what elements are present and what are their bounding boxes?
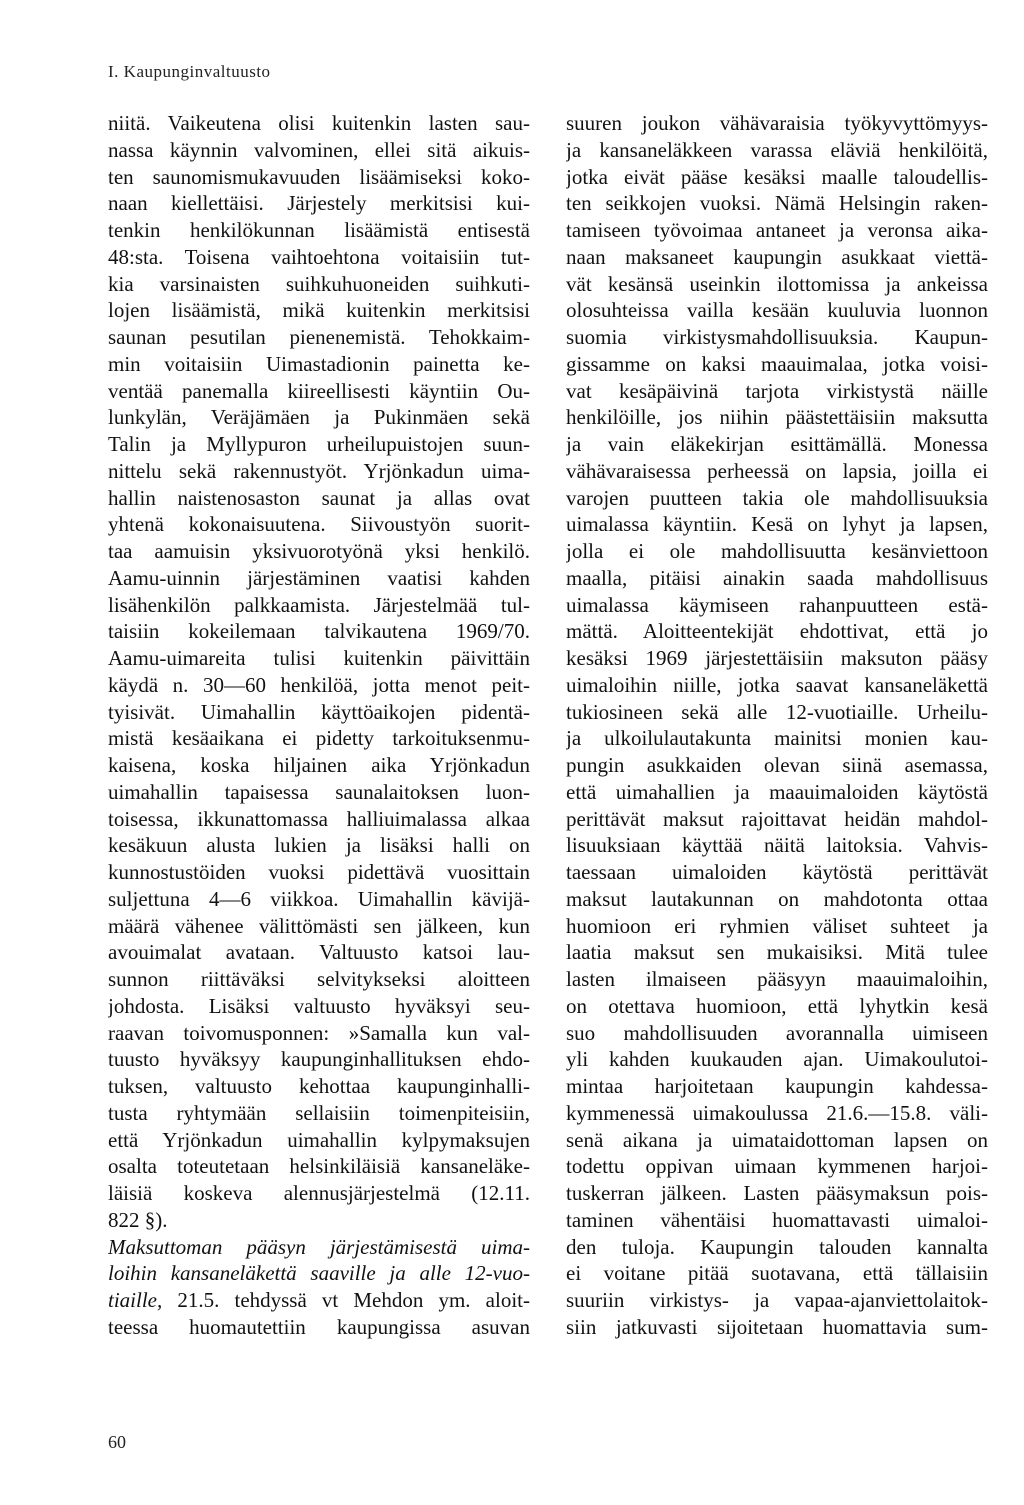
text-line: uimalassa käyntiin. Kesä on lyhyt ja lapsen, bbox=[566, 512, 988, 537]
text-line: yhtenä kokonaisuutena. Siivoustyön suorit- bbox=[108, 512, 530, 537]
text-line: min voitaisiin Uimastadionin painetta ke- bbox=[108, 351, 530, 376]
text-line: suljettuna 4—6 viikkoa. Uimahallin kävijä- bbox=[108, 886, 530, 911]
text-line: vähävaraisessa perheessä on lapsia, joilla ei bbox=[566, 458, 988, 483]
text-line: että Yrjönkadun uimahallin kylpymaksujen bbox=[108, 1127, 530, 1152]
text-line: kunnostustöiden vuoksi pidettävä vuosittain bbox=[108, 860, 530, 884]
text-line: naan maksaneet kaupungin asukkaat viettä- bbox=[566, 244, 988, 269]
text-line: mistä kesäaikana ei pidetty tarkoituksenmu- bbox=[108, 726, 530, 751]
text-line: ten seikkojen vuoksi. Nämä Helsingin raken- bbox=[566, 191, 988, 216]
text-line: että uimahallien ja maauimaloiden käytöstä bbox=[566, 779, 988, 804]
text-line: Aamu-uimareita tulisi kuitenkin päivittäin bbox=[108, 646, 530, 670]
text-line: vät kesänsä useinkin ilottomissa ja ankeissa bbox=[566, 271, 988, 296]
text-line: hallin naistenosaston saunat ja allas ovat bbox=[108, 485, 530, 510]
text-line: läisiä koskeva alennusjärjestelmä (12.11. bbox=[108, 1181, 530, 1205]
heading-continuation-text: 21.5. tehdyssä vt Mehdon ym. aloit- bbox=[162, 1288, 530, 1312]
text-line: uimahallin tapaisessa saunalaitoksen luon- bbox=[108, 779, 530, 804]
text-line: tuusto hyväksyy kaupunginhallituksen ehdo- bbox=[108, 1047, 530, 1072]
text-line: varojen puutteen takia ole mahdollisuuksia bbox=[566, 485, 988, 510]
text-line: olosuhteissa vailla kesään kuuluvia luonnon bbox=[566, 298, 988, 323]
text-line: laatia maksut sen mukaisiksi. Mitä tulee bbox=[566, 940, 988, 965]
text-line: tenkin henkilökunnan lisäämistä entisestä bbox=[108, 218, 530, 242]
text-line: lojen lisäämistä, mikä kuitenkin merkitsisi bbox=[108, 298, 530, 323]
text-line: pungin asukkaiden olevan siinä asemassa, bbox=[566, 753, 988, 777]
text-line: ten saunomismukavuuden lisäämiseksi koko- bbox=[108, 164, 530, 189]
text-line: ventää panemalla kiireellisesti käyntiin Ou- bbox=[108, 378, 530, 403]
text-line: kaisena, koska hiljainen aika Yrjönkadun bbox=[108, 753, 530, 777]
page-number: 60 bbox=[108, 1432, 126, 1452]
text-line: taisiin kokeilemaan talvikautena 1969/70. bbox=[108, 619, 530, 644]
text-line: nassa käynnin valvominen, ellei sitä aikuis- bbox=[108, 137, 530, 162]
text-line: johdosta. Lisäksi valtuusto hyväksyi seu- bbox=[108, 993, 530, 1018]
text-line: huomioon eri ryhmien väliset suhteet ja bbox=[566, 913, 988, 938]
text-line: 822 §). bbox=[108, 1207, 168, 1232]
text-line: ei voitane pitää suotavana, että tällaisiin bbox=[566, 1261, 988, 1286]
section-heading-line bbox=[108, 1260, 530, 1287]
text-line: teessa huomautettiin kaupungissa asuvan bbox=[108, 1314, 530, 1339]
text-line: tusta ryhtymään sellaisiin toimenpiteisiin, bbox=[108, 1100, 530, 1125]
text-line: senä aikana ja uimataidottoman lapsen on bbox=[566, 1127, 988, 1152]
text-line: suuren joukon vähävaraisia työkyvyttömyys- bbox=[566, 111, 988, 135]
text-line: osalta toteutetaan helsinkiläisiä kansaneläke- bbox=[108, 1154, 530, 1179]
text-line: lunkylän, Veräjämäen ja Pukinmäen sekä bbox=[108, 405, 530, 430]
text-line: tukiosineen sekä alle 12-vuotiaille. Urheilu- bbox=[566, 699, 988, 724]
italic-heading-text: loihin kansaneläkettä saaville ja alle 12-vuo- bbox=[108, 1261, 530, 1286]
right-column bbox=[566, 110, 988, 1341]
text-line: lisähenkilön palkkaamista. Järjestelmää tul- bbox=[108, 592, 530, 617]
text-line: käydä n. 30—60 henkilöä, jotta menot peit- bbox=[108, 672, 530, 697]
text-line: jotka eivät pääse kesäksi maalle taloudellis- bbox=[566, 164, 988, 189]
italic-heading-text: Maksuttoman pääsyn järjestämisestä uima- bbox=[108, 1234, 530, 1259]
text-line: saunan pesutilan pienenemistä. Tehokkaim- bbox=[108, 325, 530, 349]
text-line: taminen vähentäisi huomattavasti uimaloi- bbox=[566, 1207, 988, 1232]
text-line: tuksen, valtuusto kehottaa kaupunginhalli- bbox=[108, 1074, 530, 1098]
text-line: taa aamuisin yksivuorotyönä yksi henkilö. bbox=[108, 539, 530, 563]
text-line: taessaan uimaloiden käytöstä perittävät bbox=[566, 860, 988, 884]
text-line: maksut lautakunnan on mahdotonta ottaa bbox=[566, 886, 988, 911]
text-line: uimaloihin niille, jotka saavat kansaneläkettä bbox=[566, 672, 988, 697]
text-line: lasten ilmaiseen pääsyyn maauimaloihin, bbox=[566, 967, 988, 991]
text-line: suuriin virkistys- ja vapaa-ajanviettolaitok- bbox=[566, 1288, 988, 1312]
text-line: 48:sta. Toisena vaihtoehtona voitaisiin tut- bbox=[108, 244, 530, 269]
text-line: naan kiellettäisi. Järjestely merkitsisi kui- bbox=[108, 191, 530, 216]
text-line: maalla, pitäisi ainakin saada mahdollisuus bbox=[566, 565, 988, 590]
text-line: avouimalat avataan. Valtuusto katsoi lau- bbox=[108, 940, 530, 965]
text-line: suo mahdollisuuden avorannalla uimiseen bbox=[566, 1020, 988, 1045]
text-line: uimalassa käymiseen rahanpuutteen estä- bbox=[566, 592, 988, 617]
text-line: den tuloja. Kaupungin talouden kannalta bbox=[566, 1234, 988, 1259]
text-line: tamiseen työvoimaa antaneet ja veronsa aika- bbox=[566, 218, 988, 242]
text-line: ja vain eläkekirjan esittämällä. Monessa bbox=[566, 432, 988, 456]
text-line: kesäkuun alusta lukien ja lisäksi halli on bbox=[108, 833, 530, 858]
text-line: on otettava huomioon, että lyhytkin kesä bbox=[566, 993, 988, 1018]
text-line: kia varsinaisten suihkuhuoneiden suihkuti- bbox=[108, 271, 530, 296]
text-line: mintaa harjoitetaan kaupungin kahdessa- bbox=[566, 1074, 988, 1098]
text-line: määrä vähenee välittömästi sen jälkeen, kun bbox=[108, 913, 530, 938]
text-line: tuskerran jälkeen. Lasten pääsymaksun pois- bbox=[566, 1181, 988, 1205]
text-line: perittävät maksut rajoittavat heidän mahdol- bbox=[566, 806, 988, 831]
text-line: todettu oppivan uimaan kymmenen harjoi- bbox=[566, 1154, 988, 1179]
text-line: Aamu-uinnin järjestäminen vaatisi kahden bbox=[108, 565, 530, 590]
text-line: henkilöille, jos niihin päästettäisiin maksutta bbox=[566, 405, 988, 430]
text-line: lisuuksiaan käyttää näitä laitoksia. Vahvis- bbox=[566, 833, 988, 858]
running-head: I. Kaupunginvaltuusto bbox=[108, 62, 271, 81]
text-line: gissamme on kaksi maauimalaa, jotka voisi- bbox=[566, 351, 988, 376]
section-heading-line bbox=[108, 1234, 530, 1261]
text-line: raavan toivomusponnen: »Samalla kun val- bbox=[108, 1020, 530, 1045]
text-line: jolla ei ole mahdollisuutta kesänviettoon bbox=[566, 539, 988, 563]
text-line: Talin ja Myllypuron urheilupuistojen suun- bbox=[108, 432, 530, 456]
text-line: kesäksi 1969 järjestettäisiin maksuton pääsy bbox=[566, 646, 988, 670]
section-heading-line bbox=[108, 1287, 530, 1314]
text-line: nittelu sekä rakennustyöt. Yrjönkadun uima- bbox=[108, 458, 530, 483]
text-line: toisessa, ikkunattomassa halliuimalassa alkaa bbox=[108, 806, 530, 831]
text-line: vat kesäpäivinä tarjota virkistystä näille bbox=[566, 378, 988, 403]
text-line: yli kahden kuukauden ajan. Uimakoulutoi- bbox=[566, 1047, 988, 1072]
text-line: niitä. Vaikeutena olisi kuitenkin lasten sau- bbox=[108, 111, 530, 135]
text-line: ja kansaneläkkeen varassa eläviä henkilöitä, bbox=[566, 137, 988, 162]
text-line: mättä. Aloitteentekijät ehdottivat, että jo bbox=[566, 619, 988, 644]
text-line: kymmenessä uimakoulussa 21.6.—15.8. väli- bbox=[566, 1100, 988, 1125]
text-line: ja ulkoilulautakunta mainitsi monien kau- bbox=[566, 726, 988, 751]
text-line: sunnon riittäväksi selvitykseksi aloitteen bbox=[108, 967, 530, 991]
text-line: suomia virkistysmahdollisuuksia. Kaupun- bbox=[566, 325, 988, 349]
text-line: tyisivät. Uimahallin käyttöaikojen pidentä- bbox=[108, 699, 530, 724]
text-line: siin jatkuvasti sijoitetaan huomattavia sum- bbox=[566, 1314, 988, 1339]
left-column bbox=[108, 110, 530, 1341]
italic-heading-text: tiaille, bbox=[108, 1288, 163, 1312]
